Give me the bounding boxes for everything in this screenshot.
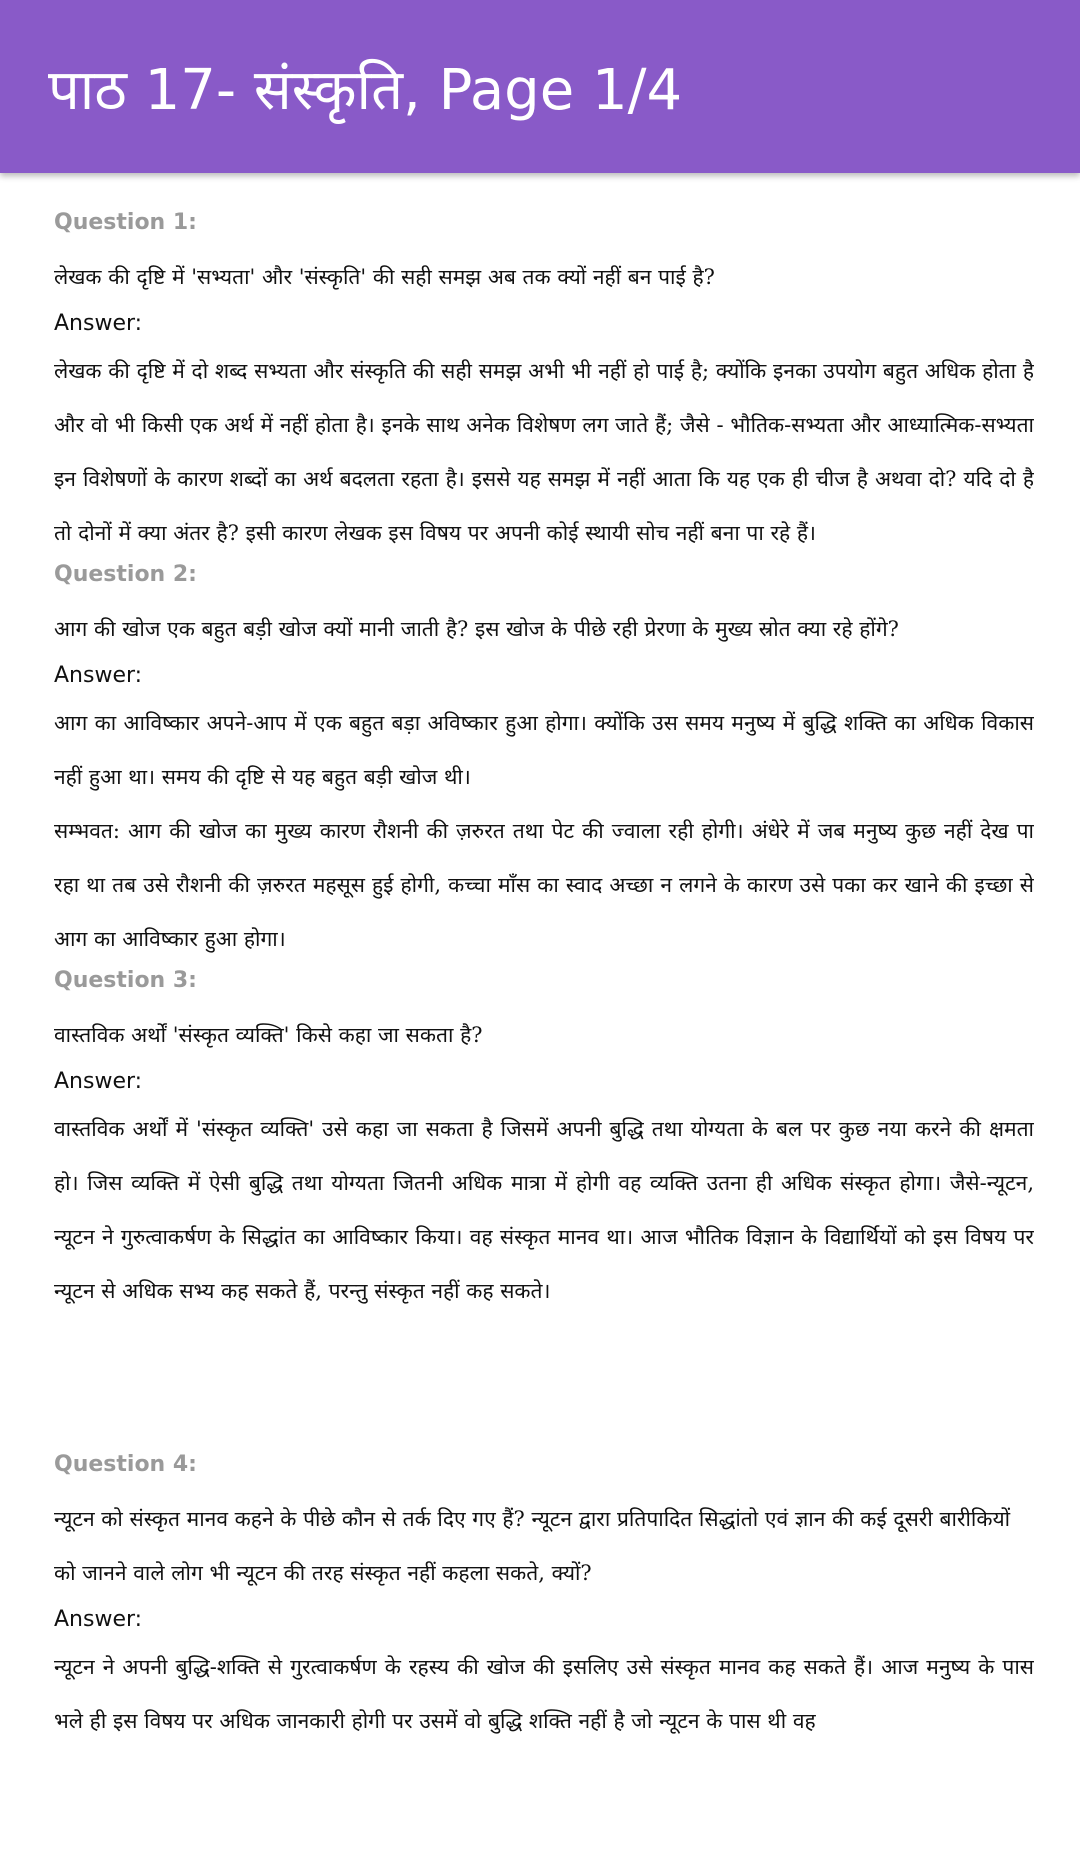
question-text: वास्तविक अर्थों 'संस्कृत व्यक्ति' किसे कहा जा सकता है? [54,1023,483,1047]
answer-label: Answer: [54,1607,143,1632]
question-label: Question 2: [54,562,197,587]
answer-text: आग का आविष्कार अपने-आप में एक बहुत बड़ा अविष्कार हुआ होगा। क्योंकि उस समय मनुष्य में बुद्धि शक्ति का अधिक विकास नहीं हुआ था। समय की दृष्टि से यह बहुत बड़ी खोज थी। [54,711,1034,789]
section-spacer [54,1318,1034,1450]
page-title: पाठ 17- संस्कृति, Page 1/4 [48,58,683,123]
question-text: न्यूटन को संस्कृत मानव कहने के पीछे कौन से तर्क दिए गए हैं? न्यूटन द्वारा प्रतिपादित सिद्धांतो एवं ज्ञान की कई दूसरी बारीकियों को जानने वाले लोग भी न्यूटन की तरह संस्कृत नहीं कहला सकते, क्यों? [54,1507,1011,1585]
answer-label: Answer: [54,663,143,688]
question-text: लेखक की दृष्टि में 'सभ्यता' और 'संस्कृति' की सही समझ अब तक क्यों नहीं बन पाई है? [54,265,715,289]
answer-label: Answer: [54,311,143,336]
question-label: Question 4: [54,1452,197,1477]
question-text: आग की खोज एक बहुत बड़ी खोज क्यों मानी जाती है? इस खोज के पीछे रही प्रेरणा के मुख्य स्रोत क्या रहे होंगे? [54,617,899,641]
app-bar [0,0,1080,173]
answer-text: न्यूटन ने अपनी बुद्धि-शक्ति से गुरत्वाकर्षण के रहस्य की खोज की इसलिए उसे संस्कृत मानव कह सकते हैं। आज मनुष्य के पास भले ही इस विषय पर अधिक जानकारी होगी पर उसमें वो बुद्धि शक्ति नहीं है जो न्यूटन के पास थी वह [54,1655,1034,1733]
answer-text: लेखक की दृष्टि में दो शब्द सभ्यता और संस्कृति की सही समझ अभी भी नहीं हो पाई है; क्योंकि इनका उपयोग बहुत अधिक होता है और वो भी किसी एक अर्थ में नहीं होता है। इनके साथ अनेक विशेषण लग जाते हैं; जैसे - भौतिक-सभ्यता और आध्यात्मिक-सभ्यता इन विशेषणों के कारण शब्दों का अर्थ बदलता रहता है। इससे यह समझ में नहीं आता कि यह एक ही चीज है अथवा दो? यदि दो है तो दोनों में क्या अंतर है? इसी कारण लेखक इस विषय पर अपनी कोई स्थायी सोच नहीं बना पा रहे हैं। [54,359,1034,545]
qa-block-1 [54,208,1034,560]
question-label: Question 3: [54,968,197,993]
question-label: Question 1: [54,210,197,235]
qa-block-2 [54,560,1034,966]
answer-text: वास्तविक अर्थों में 'संस्कृत व्यक्ति' उसे कहा जा सकता है जिसमें अपनी बुद्धि तथा योग्यता के बल पर कुछ नया करने की क्षमता हो। जिस व्यक्ति में ऐसी बुद्धि तथा योग्यता जितनी अधिक मात्रा में होगी वह व्यक्ति उतना ही अधिक संस्कृत होगा। जैसे-न्यूटन, न्यूटन ने गुरुत्वाकर्षण के सिद्धांत का आविष्कार किया। वह संस्कृत मानव था। आज भौतिक विज्ञान के विद्यार्थियों को इस विषय पर न्यूटन से अधिक सभ्य कह सकते हैं, परन्तु संस्कृत नहीं कह सकते। [54,1117,1034,1303]
content-scroll-area[interactable] [54,208,1034,1838]
answer-text: सम्भवत: आग की खोज का मुख्य कारण रौशनी की ज़रुरत तथा पेट की ज्वाला रही होगी। अंधेरे में जब मनुष्य कुछ नहीं देख पा रहा था तब उसे रौशनी की ज़रुरत महसूस हुई होगी, कच्चा माँस का स्वाद अच्छा न लगने के कारण उसे पका कर खाने की इच्छा से आग का आविष्कार हुआ होगा। [54,819,1034,951]
qa-block-4 [54,1450,1034,1748]
answer-label: Answer: [54,1069,143,1094]
qa-block-3 [54,966,1034,1318]
